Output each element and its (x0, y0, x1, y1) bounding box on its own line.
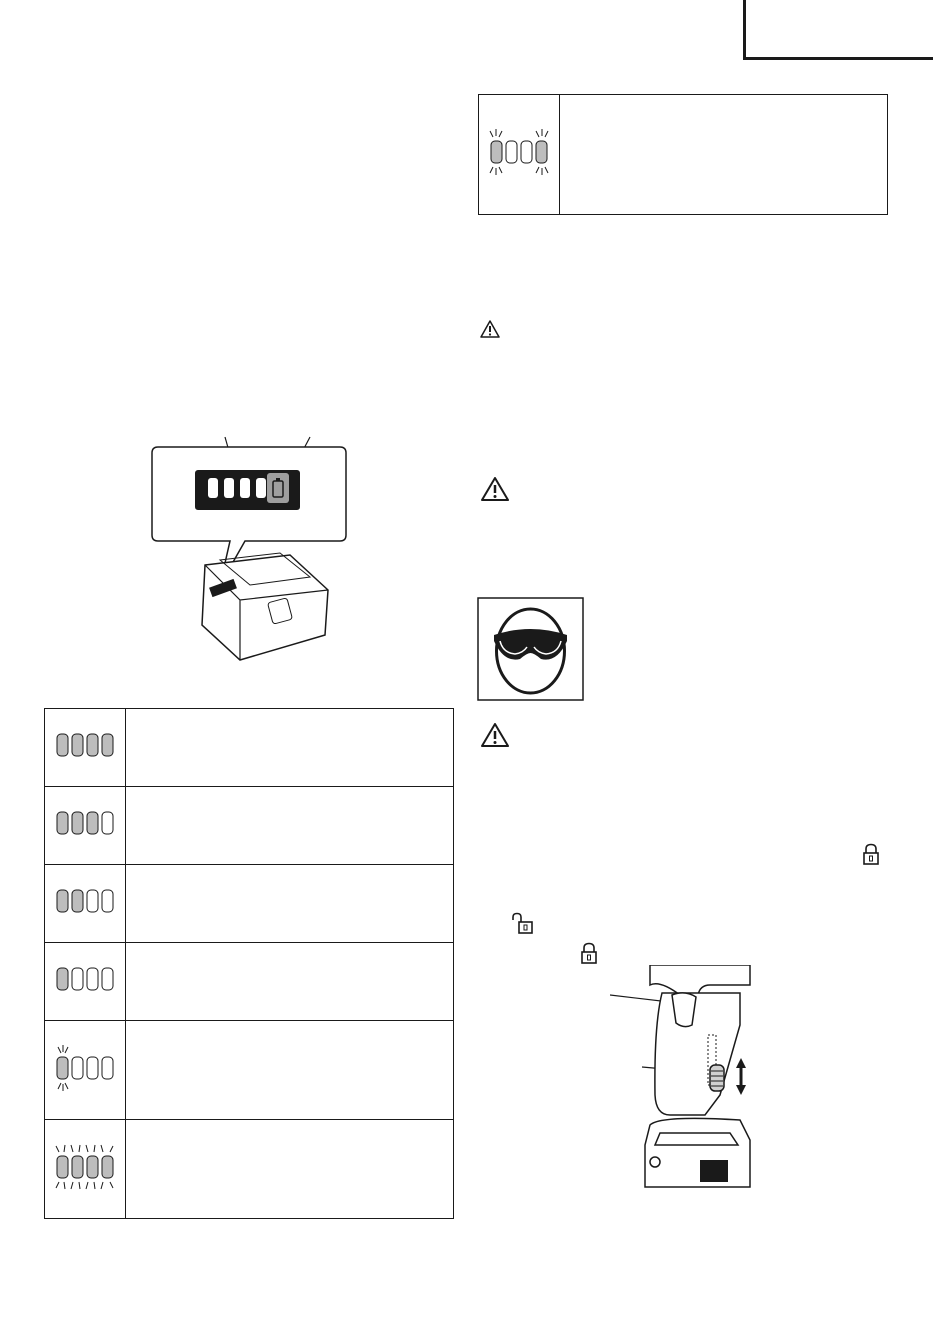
led-1-lit-icon (55, 964, 115, 994)
table-row (45, 1120, 454, 1219)
lock-icon (862, 843, 880, 865)
warning-icon (480, 476, 510, 502)
led-ends-blinking-icon (487, 127, 551, 177)
led-cell (45, 1120, 126, 1219)
row-description (126, 1021, 454, 1120)
indicator-table-right (478, 94, 888, 215)
row-description (126, 787, 454, 865)
table-row (45, 787, 454, 865)
row-description (126, 943, 454, 1021)
table-row (45, 865, 454, 943)
led-cell (479, 95, 560, 215)
led-2-lit-icon (55, 886, 115, 916)
led-4-lit-icon (55, 730, 115, 760)
lock-icon (580, 942, 598, 964)
led (256, 478, 266, 498)
table-row (45, 943, 454, 1021)
row-description (126, 1120, 454, 1219)
unlock-icon (512, 912, 534, 934)
led-cell (45, 865, 126, 943)
battery-figure (140, 425, 360, 670)
table-row (45, 1021, 454, 1120)
tool-illustration (610, 965, 755, 1190)
led-cell (45, 943, 126, 1021)
led-1-blinking-icon (55, 1043, 115, 1093)
led (208, 478, 218, 498)
led-cell (45, 787, 126, 865)
led (240, 478, 250, 498)
table-row (45, 709, 454, 787)
led-cell (45, 709, 126, 787)
row-description (126, 865, 454, 943)
language-tab (743, 0, 933, 60)
led-3-lit-icon (55, 808, 115, 838)
led-cell (45, 1021, 126, 1120)
table-row (479, 95, 888, 215)
indicator-table-left (44, 708, 454, 1219)
warning-icon (480, 320, 500, 338)
led (224, 478, 234, 498)
row-description (126, 709, 454, 787)
battery-pack-body (202, 555, 328, 660)
led-all-blinking-icon (53, 1142, 117, 1192)
row-description (560, 95, 888, 215)
safety-goggles-icon (477, 597, 584, 701)
battery-check-button (267, 473, 289, 503)
battery-icon-tip (276, 478, 280, 481)
warning-icon (480, 722, 510, 748)
